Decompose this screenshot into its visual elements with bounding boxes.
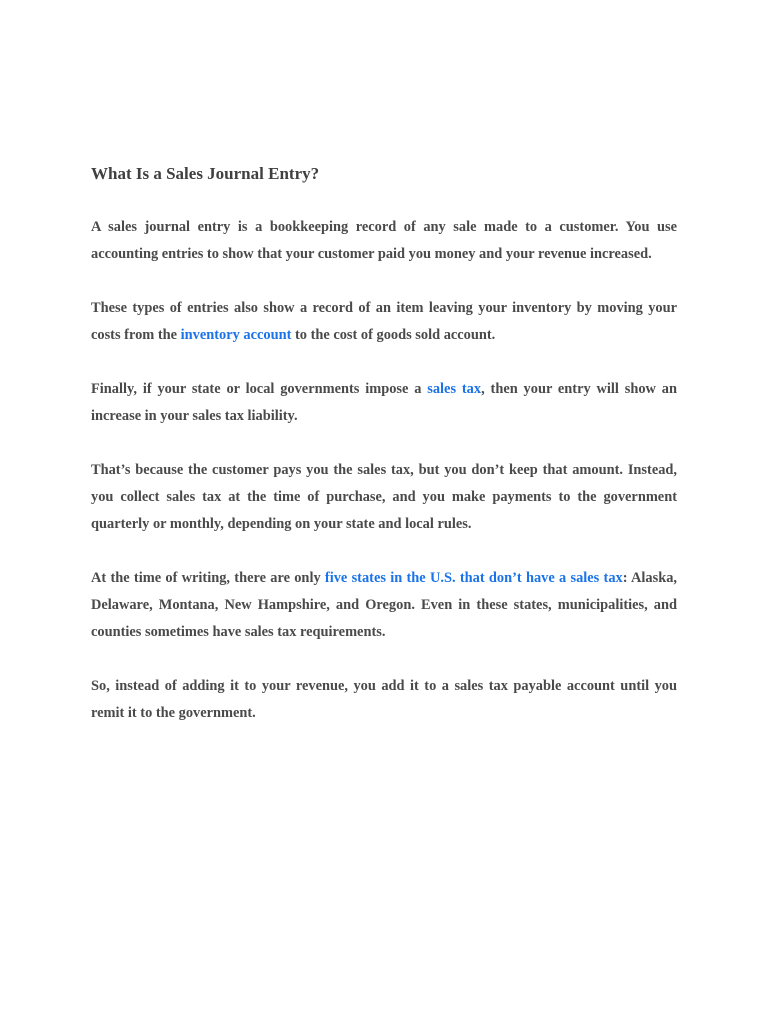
sales-tax-link[interactable]: sales tax <box>427 381 482 397</box>
paragraph-text: So, instead of adding it to your revenue, you add it to a sales tax payable account until you remit it to the government. <box>91 678 677 721</box>
paragraph-text-before: Finally, if your state or local governments impose a <box>91 381 428 397</box>
paragraph-text-before: These types of entries also show a record of an item leaving your inventory by moving your costs from the <box>91 300 677 343</box>
no-sales-tax-states-link[interactable]: five states in the U.S. that don’t have a sales tax <box>324 570 623 586</box>
paragraph-sales-tax <box>91 376 677 430</box>
paragraph-text-after: , then your entry will show an increase in your sales tax liability. <box>91 381 677 424</box>
article-body <box>91 161 677 754</box>
paragraph-text-after: : Alaska, Delaware, Montana, New Hampshire, and Oregon. Even in these states, municipalities, and counties sometimes have sales tax requirements. <box>91 570 677 640</box>
paragraph-collection <box>91 457 677 538</box>
paragraph-text-after: to the cost of goods sold account. <box>291 327 496 343</box>
paragraph-text: That’s because the customer pays you the sales tax, but you don’t keep that amount. Instead, you collect sales tax at the time of purchase, and you make payments to the government quarterly or monthly, depending on your state and local rules. <box>91 462 677 532</box>
paragraph-inventory <box>91 295 677 349</box>
inventory-account-link[interactable]: inventory account <box>180 327 292 343</box>
paragraph-payable-account <box>91 673 677 727</box>
paragraph-text-before: At the time of writing, there are only <box>91 570 325 586</box>
paragraph-states <box>91 565 677 646</box>
paragraph-text: A sales journal entry is a bookkeeping record of any sale made to a customer. You use accounting entries to show that your customer paid you money and your revenue increased. <box>91 219 677 262</box>
article-title: What Is a Sales Journal Entry? <box>91 164 320 183</box>
paragraph-definition <box>91 214 677 268</box>
